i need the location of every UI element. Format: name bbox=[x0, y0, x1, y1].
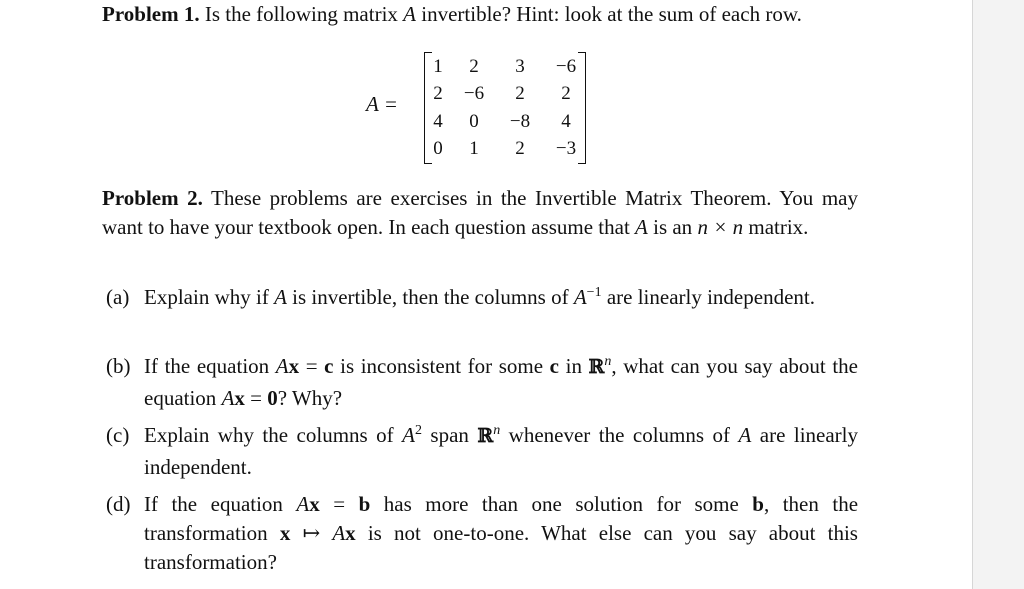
problem-1-text-a: Is the following matrix bbox=[199, 2, 404, 26]
matrix-cell: 1 bbox=[469, 138, 479, 159]
matrix-cell: 2 bbox=[515, 138, 525, 159]
matrix-cell: 1 bbox=[433, 56, 443, 77]
part-c-text: Explain why the columns of $A^2$ span ℝ$^n$ whenever the columns of A are linearly independent. bbox=[144, 423, 859, 479]
problem-1 bbox=[102, 0, 858, 29]
matrix-cell: 4 bbox=[561, 111, 571, 132]
problem-2 bbox=[102, 184, 858, 242]
matrix-cell: 0 bbox=[469, 111, 479, 132]
problem-1-var-a: A bbox=[403, 2, 416, 26]
matrix-cell: −6 bbox=[463, 83, 485, 104]
matrix-label: A = bbox=[366, 92, 398, 116]
part-d-text: If the equation Ax = b has more than one solution for some b, then the transformation x ↦ Ax is not one-to-one. What else can you say about this transformation? bbox=[144, 492, 859, 574]
matrix-cell: 0 bbox=[433, 138, 443, 159]
part-a-tag: (a) bbox=[106, 285, 130, 309]
part-d-tag: (d) bbox=[106, 492, 131, 516]
part-a-text: Explain why if A is invertible, then the columns of $A^{-1}$ are linearly independent. bbox=[144, 285, 815, 309]
matrix-cell: −3 bbox=[555, 138, 577, 159]
matrix-cell: 3 bbox=[515, 56, 525, 77]
matrix-cell: 2 bbox=[515, 83, 525, 104]
problem-2-label: Problem 2. bbox=[102, 186, 203, 210]
problem-2-dims: n × n bbox=[697, 215, 744, 239]
matrix bbox=[424, 52, 586, 164]
problem-1-text-b: invertible? Hint: look at the sum of each row. bbox=[416, 2, 802, 26]
part-c-tag: (c) bbox=[106, 423, 130, 447]
matrix-cell: −6 bbox=[555, 56, 577, 77]
problem-2-text-c: matrix. bbox=[743, 215, 809, 239]
matrix-cell: 2 bbox=[469, 56, 479, 77]
problem-2-var-a: A bbox=[635, 215, 648, 239]
problem-2-text-a: These problems are exercises in the Invertible Matrix Theorem. You may want to have your textbook open. In each question assume that bbox=[102, 186, 858, 239]
problem-2-text-b: is an bbox=[647, 215, 698, 239]
matrix-cell: 4 bbox=[433, 111, 443, 132]
matrix-cell: 2 bbox=[433, 83, 443, 104]
part-b-tag: (b) bbox=[106, 354, 131, 378]
matrix-cell: 2 bbox=[561, 83, 571, 104]
matrix-cell: −8 bbox=[509, 111, 531, 132]
part-b-text: If the equation Ax = c is inconsistent for some c in ℝ$^n$, what can you say about the equation Ax = 0? Why? bbox=[144, 354, 858, 410]
problem-1-label: Problem 1. bbox=[102, 2, 200, 26]
